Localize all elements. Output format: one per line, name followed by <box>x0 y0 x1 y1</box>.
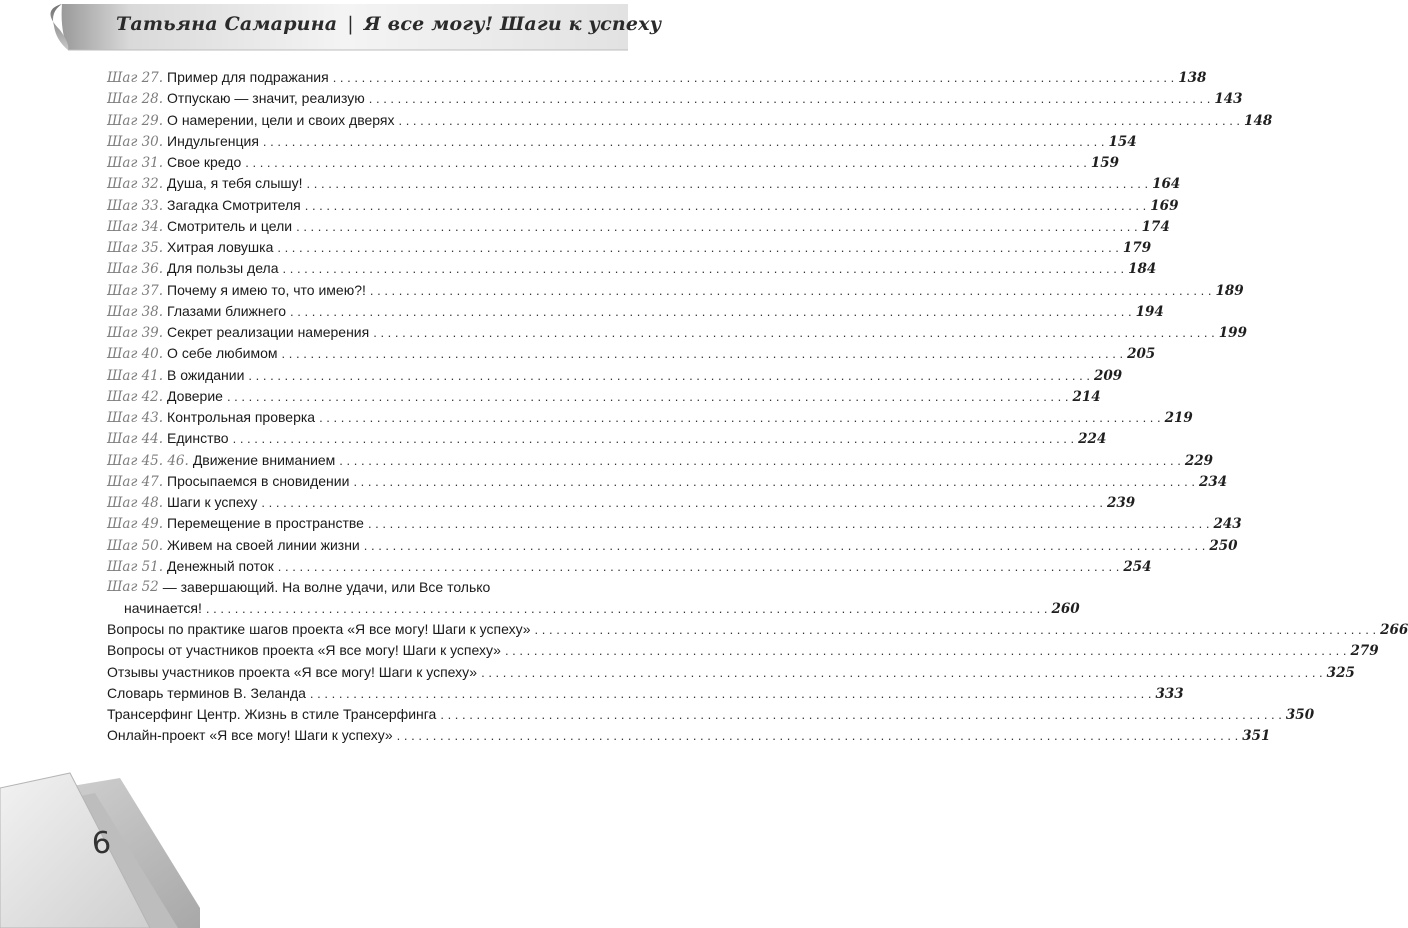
leader-dots <box>248 365 1090 386</box>
toc-entry <box>107 471 1228 492</box>
header-book-title: Я все могу! Шаги к успеху <box>363 13 662 35</box>
toc-entry <box>107 492 1136 513</box>
toc-step-label: Шаг 49. <box>107 516 164 533</box>
leader-dots <box>261 492 1103 513</box>
leader-dots <box>364 535 1206 556</box>
toc-title: Отпускаю — значит, реализую <box>167 90 365 107</box>
toc-step-label: Шаг 27. <box>107 70 164 86</box>
toc-entry <box>107 407 1193 428</box>
toc-page-number: 189 <box>1215 282 1244 299</box>
toc-title-line1: — завершающий. На волне удачи, или Все только <box>162 579 491 595</box>
toc-step-label: Шаг 33. <box>107 197 164 214</box>
toc-step-label: Шаг 52 <box>107 579 159 595</box>
toc-title: Смотритель и цели <box>167 217 293 234</box>
toc-entry <box>107 110 1273 131</box>
toc-entry <box>107 513 1242 534</box>
toc-appendix-entry <box>107 662 1355 683</box>
toc-appendix-entry <box>107 725 1271 746</box>
toc-page-number: 159 <box>1090 155 1119 171</box>
toc-step-label: Шаг 42. <box>107 388 164 405</box>
leader-dots <box>398 110 1240 131</box>
toc-page-number: 164 <box>1152 176 1181 193</box>
toc-title-line2: начинается! <box>124 600 202 616</box>
toc-appendix-entry <box>107 683 1184 704</box>
toc-title: Свое кредо <box>167 154 242 170</box>
toc-page-number: 143 <box>1214 91 1243 108</box>
toc-title: Денежный поток <box>167 557 274 574</box>
toc-page-number: 351 <box>1242 728 1271 745</box>
leader-dots <box>319 407 1161 428</box>
toc-page-number: 229 <box>1184 452 1214 469</box>
leader-dots <box>370 280 1212 301</box>
leader-dots <box>440 704 1282 725</box>
toc-page-number: 138 <box>1178 70 1207 86</box>
toc-title: Просыпаемся в сновидении <box>167 472 350 489</box>
header-author: Татьяна Самарина <box>116 13 338 35</box>
toc-page-number: 209 <box>1093 367 1123 384</box>
toc-entry <box>107 450 1214 471</box>
toc-step-label: Шаг 45. 46. <box>107 452 189 469</box>
toc-title: Загадка Смотрителя <box>167 196 301 213</box>
toc-entry <box>107 535 1238 556</box>
toc-entry <box>107 67 1207 88</box>
leader-dots <box>481 662 1323 683</box>
leader-dots <box>339 450 1181 471</box>
toc-appendix-entry <box>107 704 1315 725</box>
toc-title: Живем на своей линии жизни <box>167 536 360 553</box>
toc-entry <box>107 280 1244 301</box>
toc-page-number: 350 <box>1285 707 1315 723</box>
toc-page-number: 154 <box>1108 133 1137 150</box>
leader-dots <box>278 556 1120 577</box>
toc-page-number: 234 <box>1199 473 1228 490</box>
leader-dots <box>206 598 1048 619</box>
toc-page-number: 279 <box>1350 643 1379 660</box>
table-of-contents <box>107 67 1408 747</box>
toc-step-label: Шаг 44. <box>107 431 164 448</box>
leader-dots <box>369 88 1211 109</box>
toc-step-label: Шаг 30. <box>107 133 164 150</box>
header-separator: | <box>347 13 354 35</box>
toc-title: Движение вниманием <box>192 451 336 468</box>
leader-dots <box>373 322 1215 343</box>
toc-title: Шаги к успеху <box>167 494 258 510</box>
toc-title: О себе любимом <box>167 345 278 362</box>
toc-entry <box>107 152 1119 173</box>
toc-appendix-entry <box>107 619 1408 640</box>
toc-title: Для пользы дела <box>167 260 279 277</box>
toc-entry <box>107 365 1123 386</box>
toc-step-label: Шаг 38. <box>107 303 164 320</box>
toc-step-label: Шаг 47. <box>107 473 164 490</box>
toc-title: Вопросы по практике шагов проекта «Я все могу! Шаги к успеху» <box>107 621 531 637</box>
leader-dots <box>282 343 1124 364</box>
toc-title: Трансерфинг Центр. Жизнь в стиле Трансерфинга <box>107 706 437 722</box>
leader-dots <box>505 640 1347 661</box>
toc-entry <box>107 386 1101 407</box>
toc-page-number: 179 <box>1122 240 1152 256</box>
toc-entry <box>107 237 1152 258</box>
toc-title: Единство <box>167 430 229 447</box>
toc-entry <box>107 343 1156 364</box>
toc-step-label: Шаг 50. <box>107 537 164 554</box>
toc-title: Глазами ближнего <box>167 302 287 319</box>
leader-dots <box>307 173 1149 194</box>
leader-dots <box>283 258 1125 279</box>
leader-dots <box>227 386 1069 407</box>
toc-page-number: 184 <box>1128 261 1157 278</box>
toc-entry <box>107 428 1107 449</box>
toc-page-number: 199 <box>1218 325 1247 341</box>
leader-dots <box>535 619 1377 640</box>
toc-page-number: 266 <box>1380 622 1408 638</box>
leader-dots <box>245 152 1087 173</box>
toc-step-label: Шаг 29. <box>107 112 164 129</box>
leader-dots <box>277 237 1119 258</box>
toc-step-label: Шаг 35. <box>107 240 164 256</box>
toc-step-label: Шаг 37. <box>107 282 164 299</box>
toc-title: Онлайн-проект «Я все могу! Шаги к успеху» <box>107 727 393 744</box>
toc-step-label: Шаг 32. <box>107 176 164 193</box>
toc-page-number: 148 <box>1244 112 1273 129</box>
toc-entry <box>107 173 1181 194</box>
leader-dots <box>296 216 1138 237</box>
toc-entry <box>107 195 1179 216</box>
toc-step-label: Шаг 36. <box>107 261 164 278</box>
page-number: 6 <box>90 825 113 862</box>
toc-step-label: Шаг 34. <box>107 218 164 235</box>
toc-entry <box>107 301 1164 322</box>
leader-dots <box>290 301 1132 322</box>
toc-entry <box>107 88 1243 109</box>
header-banner <box>0 0 662 62</box>
toc-entry <box>107 131 1137 152</box>
toc-entry <box>107 216 1170 237</box>
toc-page-number: 205 <box>1127 346 1156 363</box>
toc-page-number: 224 <box>1078 431 1107 448</box>
toc-title: Доверие <box>167 387 223 404</box>
toc-step-label: Шаг 41. <box>107 367 164 384</box>
toc-title: Хитрая ловушка <box>167 239 274 255</box>
leader-dots <box>305 195 1147 216</box>
toc-step-label: Шаг 43. <box>107 410 164 426</box>
toc-page-number: 333 <box>1155 685 1184 702</box>
toc-entry <box>107 322 1247 343</box>
toc-step-label: Шаг 48. <box>107 495 164 511</box>
toc-title: Индульгенция <box>167 132 259 149</box>
toc-step-label: Шаг 28. <box>107 91 164 108</box>
toc-page-number: 219 <box>1164 410 1193 426</box>
toc-title: О намерении, цели и своих дверях <box>167 111 395 128</box>
toc-entry <box>107 556 1152 577</box>
toc-title: Секрет реализации намерения <box>167 324 370 340</box>
leader-dots <box>397 725 1239 746</box>
toc-entry-step-52 <box>107 577 1080 619</box>
toc-title: Почему я имею то, что имею?! <box>167 281 366 298</box>
toc-page-number: 169 <box>1150 197 1179 214</box>
leader-dots <box>333 67 1175 88</box>
toc-step-label: Шаг 51. <box>107 558 164 575</box>
toc-title: Словарь терминов В. Зеланда <box>107 684 306 701</box>
toc-page-number: 243 <box>1213 516 1242 533</box>
toc-page-number: 214 <box>1072 388 1101 405</box>
toc-page-number: 325 <box>1326 664 1355 681</box>
leader-dots <box>353 471 1195 492</box>
toc-appendix-entry <box>107 640 1379 661</box>
toc-title: Контрольная проверка <box>167 409 316 425</box>
toc-page-number: 239 <box>1106 495 1136 511</box>
toc-step-label: Шаг 31. <box>107 155 164 171</box>
toc-title: Вопросы от участников проекта «Я все могу! Шаги к успеху» <box>107 642 501 659</box>
leader-dots <box>233 428 1075 449</box>
toc-page-number: 250 <box>1209 537 1238 554</box>
toc-step-label: Шаг 40. <box>107 346 164 363</box>
toc-title: В ожидании <box>167 366 245 383</box>
toc-entry <box>107 258 1157 279</box>
toc-page-number: 174 <box>1141 218 1170 235</box>
toc-page-number: 254 <box>1123 558 1152 575</box>
toc-page-number: 260 <box>1051 601 1080 617</box>
running-header <box>116 13 661 35</box>
toc-title: Пример для подражания <box>167 69 329 85</box>
toc-title: Перемещение в пространстве <box>167 515 364 532</box>
toc-step-label: Шаг 39. <box>107 325 164 341</box>
toc-page-number: 194 <box>1135 303 1164 320</box>
leader-dots <box>368 513 1210 534</box>
leader-dots <box>263 131 1105 152</box>
toc-title: Душа, я тебя слышу! <box>167 175 303 192</box>
leader-dots <box>310 683 1152 704</box>
toc-title: Отзывы участников проекта «Я все могу! Шаги к успеху» <box>107 663 478 680</box>
